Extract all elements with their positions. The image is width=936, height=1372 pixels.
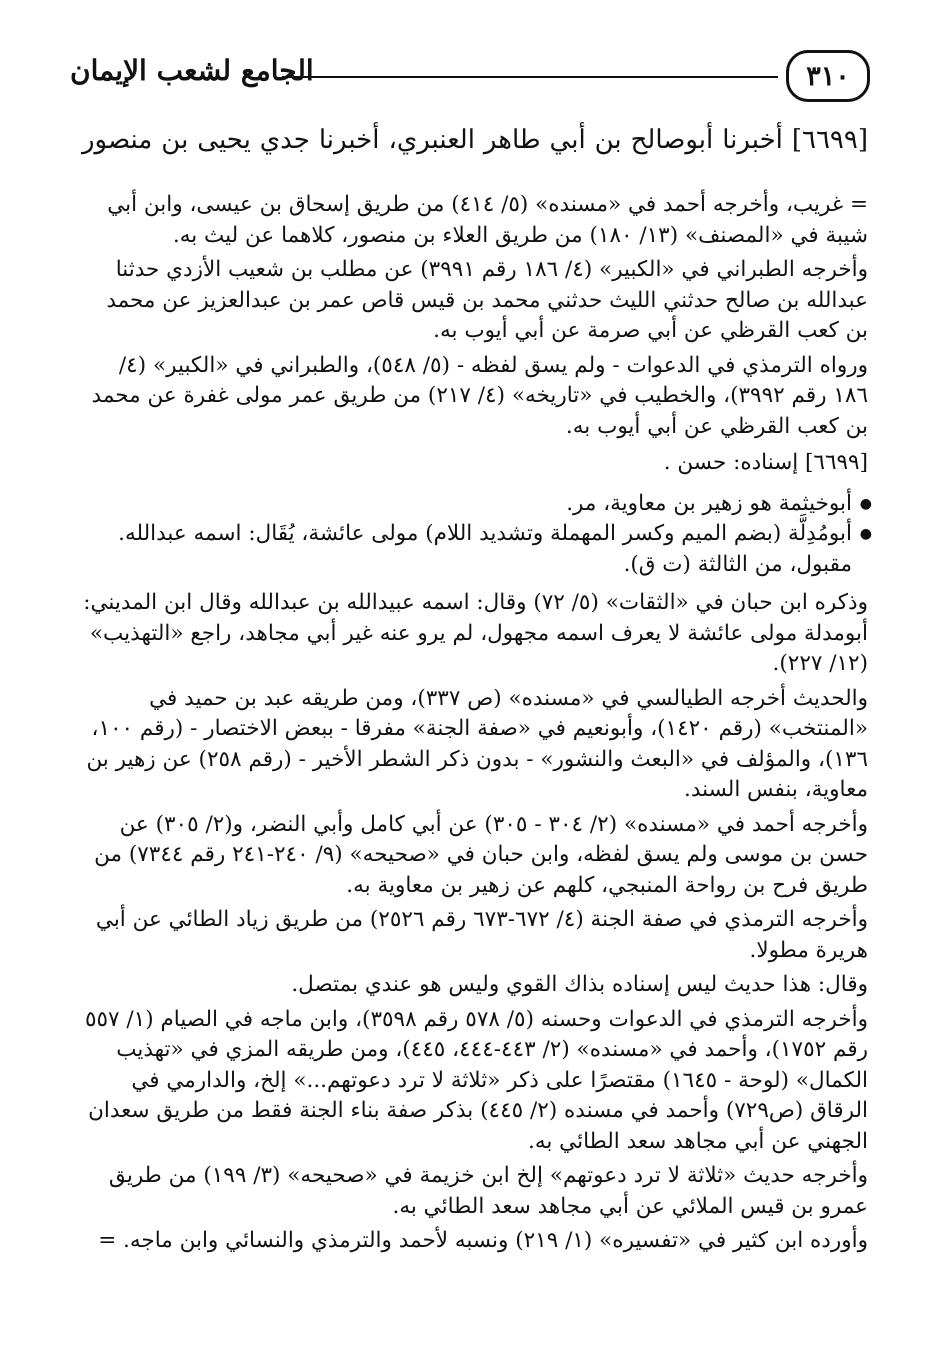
- page-number: ٣١٠: [786, 50, 870, 102]
- footnote-paragraph: والحديث أخرجه الطيالسي في «مسنده» (ص ٣٣٧)، ومن طريقه عبد بن حميد في «المنتخب» (رقم ١٤٢٠)، وأبونعيم في «صفة الجنة» مفرقا - ببعض الاختصار - (رقم ١٠٠، ١٣٦)، والمؤلف في «البعث والنشور» - بدون ذكر الشطر الأخير - (رقم ٢٥٨) عن زهير بن معاوية، بنفس السند.: [86, 685, 868, 802]
- footnote-paragraph: ورواه الترمذي في الدعوات - ولم يسق لفظه - (٥/ ٥٤٨)، والطبراني في «الكبير» (٤/ ١٨٦ رقم ٣٩٩٢)، والخطيب في «تاريخه» (٤/ ٢١٧) من طريق عمر مولى غفرة عن محمد بن كعب القرظي عن أبي أيوب به.: [91, 352, 868, 439]
- footnote-paragraph: وأخرجه الترمذي في الدعوات وحسنه (٥/ ٥٧٨ رقم ٣٥٩٨)، وابن ماجه في الصيام (١/ ٥٥٧ رقم ١٧٥٢)، وأحمد في «مسنده» (٢/ ٤٤٣-٤٤٤، ٤٤٥)، ومن طريقه المزي في «تهذيب الكمال» (لوحة - ١٦٤٥) مقتصرًا على ذكر «ثلاثة لا ترد دعوتهم...» إلخ، والدارمي في الرقاق (ص٧٢٩) وأحمد في مسنده (٢/ ٤٤٥) بذكر صفة بناء الجنة فقط من طريق سعدان الجهني عن أبي مجاهد سعد الطائي به.: [84, 1006, 868, 1154]
- header-rule: [282, 76, 778, 78]
- footnote-paragraph: وأخرجه الطبراني في «الكبير» (٤/ ١٨٦ رقم ٣٩٩١) عن مطلب بن شعيب الأزدي حدثنا عبدالله بن صالح حدثني الليث حدثني محمد بن قيس قاص عمر بن عبدالعزيز عن محمد بن كعب القرظي عن أبي صرمة عن أبي أيوب به.: [106, 257, 868, 343]
- isnad-heading: [٦٦٩٩] إسناده: حسن .: [663, 450, 868, 475]
- page-header: [70, 44, 870, 104]
- footnote-paragraph: وذكره ابن حبان في «الثقات» (٥/ ٧٢) وقال: اسمه عبيدالله بن عبدالله وقال ابن المديني: أبومدلة مولى عائشة لا يعرف اسمه مجهول، لم يرو عنه غير أبي مجاهد، راجع «التهذيب» (١٢/ ٢٢٧).: [83, 590, 868, 676]
- narrator-list: [82, 489, 868, 581]
- book-title: الجامع لشعب الإيمان: [70, 54, 314, 87]
- footnotes: [82, 190, 868, 1261]
- footnote-paragraph: = غريب، وأخرجه أحمد في «مسنده» (٥/ ٤١٤) من طريق إسحاق بن عيسى، وابن أبي شيبة في «المصنف» (١٣/ ١٨٠) من طريق العلاء بن منصور، كلاهما عن ليث به.: [107, 192, 868, 248]
- footnote-paragraph: وأورده ابن كثير في «تفسيره» (١/ ٢١٩) ونسبه لأحمد والترمذي والنسائي وابن ماجه. =: [98, 1228, 868, 1253]
- narrator-item: ● أبوخيثمة هو زهير بن معاوية، مر.: [82, 489, 868, 520]
- narrator-item: ● أبومُدِلَّة (بضم الميم وكسر المهملة وتشديد اللام) مولى عائشة، يُقَال: اسمه عبدالله. مقبول، من الثالثة (ت ق).: [82, 519, 868, 580]
- main-text: [٦٦٩٩] أخبرنا أبوصالح بن أبي طاهر العنبري، أخبرنا جدي يحيى بن منصور: [82, 125, 868, 155]
- footnote-paragraph: وقال: هذا حديث ليس إسناده بذاك القوي وليس هو عندي بمتصل.: [291, 972, 868, 997]
- footnote-paragraph: وأخرجه حديث «ثلاثة لا ترد دعوتهم» إلخ ابن خزيمة في «صحيحه» (٣/ ١٩٩) من طريق عمرو بن قيس الملائي عن أبي مجاهد سعد الطائي به.: [108, 1163, 868, 1219]
- footnote-paragraph: وأخرجه أحمد في «مسنده» (٢/ ٣٠٤ - ٣٠٥) عن أبي كامل وأبي النضر، و(٢/ ٣٠٥) عن حسن بن موسى ولم يسق لفظه، وابن حبان في «صحيحه» (٩/ ٢٤٠-٢٤١ رقم ٧٣٤٤) من طريق فرح بن رواحة المنبجي، كلهم عن زهير بن معاوية به.: [94, 811, 868, 898]
- footnote-paragraph: وأخرجه الترمذي في صفة الجنة (٤/ ٦٧٢-٦٧٣ رقم ٢٥٢٦) من طريق زياد الطائي عن أبي هريرة مطولا.: [95, 907, 868, 963]
